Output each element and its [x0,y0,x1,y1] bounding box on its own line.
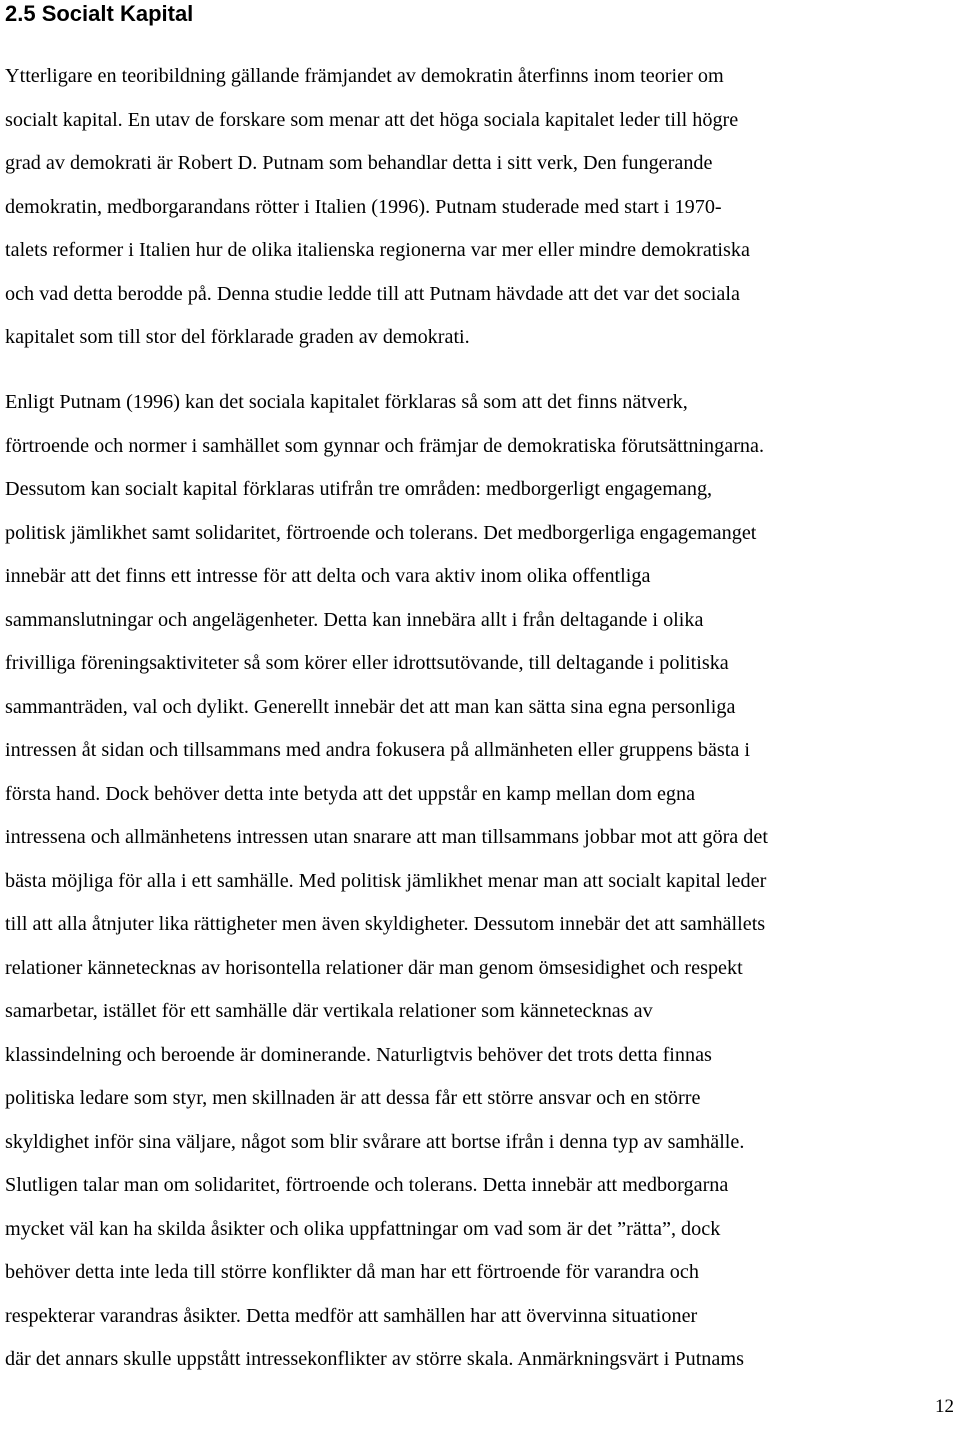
text-line: första hand. Dock behöver detta inte betyda att det uppstår en kamp mellan dom egna [5,782,696,805]
text-line: demokratin, medborgarandans rötter i Italien (1996). Putnam studerade med start i 1970- [5,195,722,218]
text-line: bästa möjliga för alla i ett samhälle. Med politisk jämlikhet menar man att socialt kapital leder [5,869,767,892]
text-line: respekterar varandras åsikter. Detta medför att samhällen har att övervinna situationer [5,1304,698,1327]
text-line: Enligt Putnam (1996) kan det sociala kapitalet förklaras så som att det finns nätverk, [5,391,688,413]
text-line: Dessutom kan socialt kapital förklaras utifrån tre områden: medborgerligt engagemang, [5,478,713,500]
text-line: förtroende och normer i samhället som gynnar och främjar de demokratiska förutsättningarna. [5,434,765,457]
text-line: innebär att det finns ett intresse för att delta och vara aktiv inom olika offentliga [5,565,651,587]
page-number: 12 [935,1396,954,1417]
text-line: där det annars skulle uppstått intressekonflikter av större skala. Anmärkningsvärt i Putnams [5,1348,744,1370]
text-line: och vad detta berodde på. Denna studie ledde till att Putnam hävdade att det var det sociala [5,282,740,305]
text-line: sammanslutningar och angelägenheter. Detta kan innebära allt i från deltagande i olika [5,608,704,631]
paragraph-1 [5,55,960,360]
text-line: politisk jämlikhet samt solidaritet, förtroende och tolerans. Det medborgerliga engagemanget [5,521,757,544]
text-line: samarbetar, istället för ett samhälle där vertikala relationer som kännetecknas av [5,1000,653,1022]
text-line: skyldighet inför sina väljare, något som blir svårare att bortse ifrån i denna typ av samhälle. [5,1130,745,1153]
text-line: grad av demokrati är Robert D. Putnam som behandlar detta i sitt verk, Den fungerande [5,152,713,174]
text-line: relationer kännetecknas av horisontella relationer där man genom ömsesidighet och respekt [5,956,743,979]
text-line: intressen åt sidan och tillsammans med andra fokusera på allmänheten eller gruppens bästa i [5,739,751,761]
text-line: Slutligen talar man om solidaritet, förtroende och tolerans. Detta innebär att medborgarna [5,1174,729,1196]
paragraph-2 [5,381,960,1382]
text-line: frivilliga föreningsaktiviteter så som körer eller idrottsutövande, till deltagande i politiska [5,652,729,674]
section-heading: 2.5 Socialt Kapital [5,1,194,26]
text-line: behöver detta inte leda till större konflikter då man har ett förtroende för varandra och [5,1261,699,1283]
text-line: mycket väl kan ha skilda åsikter och olika uppfattningar om vad som är det ”rätta”, dock [5,1217,721,1240]
text-line: Ytterligare en teoribildning gällande främjandet av demokratin återfinns inom teorier om [5,65,724,87]
text-line: kapitalet som till stor del förklarade graden av demokrati. [5,326,470,348]
text-line: till att alla åtnjuter lika rättigheter men även skyldigheter. Dessutom innebär det att samhällets [5,913,766,935]
text-line: klassindelning och beroende är dominerande. Naturligtvis behöver det trots detta finnas [5,1043,712,1066]
text-line: talets reformer i Italien hur de olika italienska regionerna var mer eller mindre demokratiska [5,239,750,261]
text-line: intressena och allmänhetens intressen utan snarare att man tillsammans jobbar mot att göra det [5,826,768,848]
text-line: politiska ledare som styr, men skillnaden är att dessa får ett större ansvar och en större [5,1087,701,1109]
text-line: socialt kapital. En utav de forskare som menar att det höga sociala kapitalet leder till högre [5,108,739,131]
text-line: sammanträden, val och dylikt. Generellt innebär det att man kan sätta sina egna personliga [5,695,736,718]
